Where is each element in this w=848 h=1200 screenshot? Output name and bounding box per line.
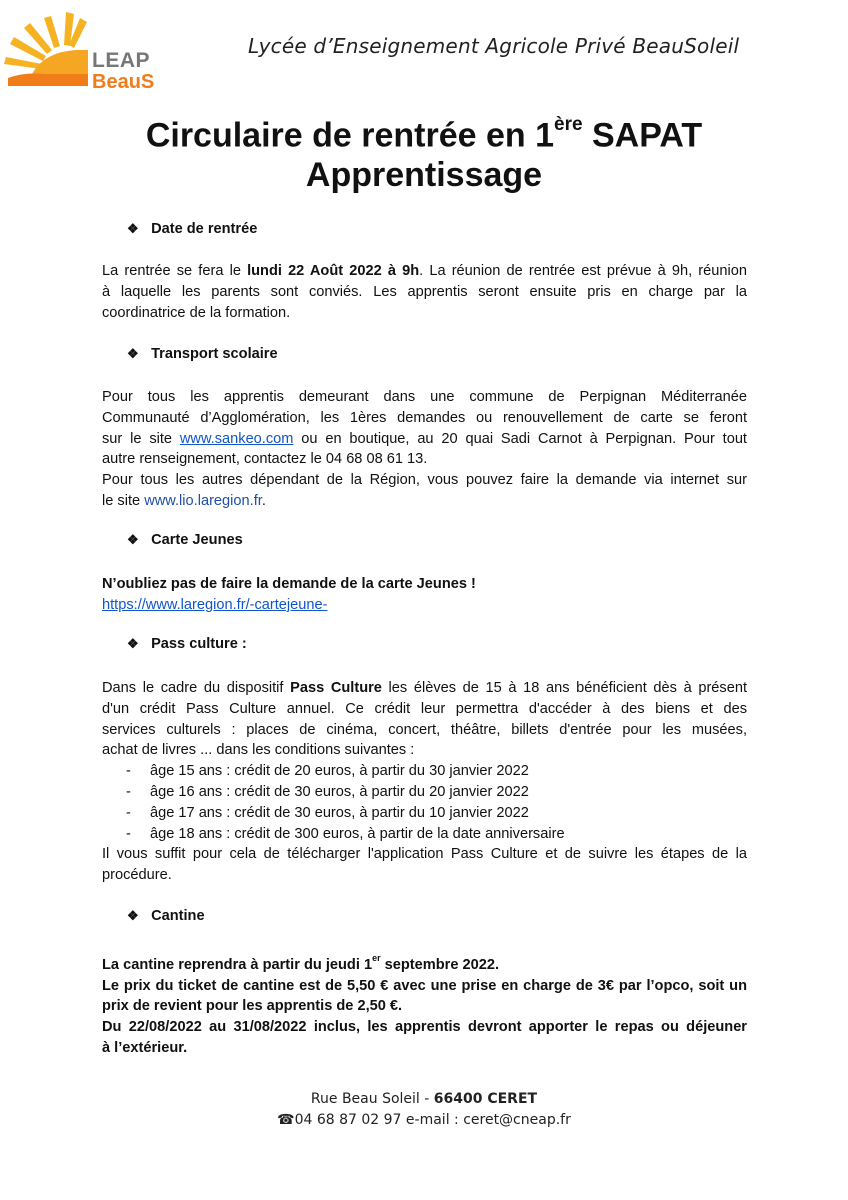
list-item: - âge 16 ans : crédit de 30 euros, à partir du 20 janvier 2022: [102, 782, 747, 803]
heading-label: Date de rentrée: [151, 221, 258, 237]
logo-text-leap: LEAP: [92, 49, 151, 72]
diamond-bullet-icon: ❖: [127, 221, 139, 236]
diamond-bullet-icon: ❖: [127, 346, 139, 361]
text-line: Communauté d’Agglomération, les 1ères demandes ou renouvellement de carte se feront: [102, 409, 747, 426]
diamond-bullet-icon: ❖: [127, 532, 139, 547]
page-title: [0, 106, 848, 158]
section-heading-carte: [127, 532, 243, 548]
heading-label: Cantine: [151, 908, 205, 924]
text-line: Dans le cadre du dispositif Pass Culture les élèves de 15 à 18 ans bénéficient dès à présent: [102, 680, 747, 696]
dash-bullet: -: [126, 825, 131, 842]
heading-label: Pass culture :: [151, 636, 247, 652]
text-line: procédure.: [102, 867, 172, 884]
footer-address: Rue Beau Soleil - 66400 CERET: [310, 1091, 538, 1107]
diamond-bullet-icon: ❖: [127, 636, 139, 651]
laregion-lio-link[interactable]: www.lio.laregion.fr: [144, 492, 262, 509]
text-line: à l’extérieur.: [102, 1040, 188, 1057]
rentree-date: lundi 22 Août 2022 à 9h: [247, 263, 420, 279]
section-heading-transport: [127, 346, 278, 362]
school-name: Lycée d’Enseignement Agricole Privé BeauSoleil: [248, 34, 740, 58]
title-text: Circulaire de rentrée en 1: [145, 116, 554, 155]
text-line: d'un crédit Pass Culture annuel. Ce crédit leur permettra d'accéder à des biens et des: [102, 700, 747, 717]
page-subtitle: Apprentissage: [305, 156, 543, 194]
footer-contact: ☎04 68 87 02 97 e-mail : ceret@cneap.fr: [277, 1112, 571, 1128]
dash-bullet: -: [126, 804, 131, 821]
text-line: à laquelle les parents sont conviés. Les apprentis seront ensuite pris en charge par la: [102, 283, 747, 300]
text-line: sur le site www.sankeo.com ou en boutique, au 20 quai Sadi Carnot à Perpignan. Pour tout: [102, 430, 747, 447]
text-line: Pour tous les apprentis demeurant dans une commune de Perpignan Méditerranée: [102, 389, 747, 405]
text-line: prix de revient pour les apprentis de 2,50 €.: [102, 998, 403, 1015]
section-heading-pass: [127, 636, 247, 652]
paragraph-rentree: [102, 261, 747, 323]
sankeo-link[interactable]: www.sankeo.com: [179, 430, 294, 447]
text-line: achat de livres ... dans les conditions suivantes :: [102, 742, 415, 759]
footer-city: 66400 CERET: [433, 1091, 538, 1107]
paragraph-pass: [102, 678, 747, 886]
list-item: - âge 15 ans : crédit de 20 euros, à partir du 30 janvier 2022: [102, 761, 747, 782]
dash-bullet: -: [126, 783, 131, 800]
title-superscript: ère: [554, 114, 583, 135]
text-line: services culturels : places de cinéma, concert, théâtre, billets d'entrée pour les musées,: [102, 721, 747, 738]
section-heading-cantine: [127, 908, 205, 924]
text-line: le site www.lio.laregion.fr.: [102, 492, 266, 509]
paragraph-transport: [102, 387, 747, 512]
diamond-bullet-icon: ❖: [127, 908, 139, 923]
dash-bullet: -: [126, 763, 131, 780]
list-item: - âge 17 ans : crédit de 30 euros, à partir du 10 janvier 2022: [102, 803, 747, 824]
text-line: La rentrée se fera le lundi 22 Août 2022 à 9h. La réunion de rentrée est prévue à 9h, réunion: [102, 263, 747, 279]
cartejeune-link[interactable]: https://www.laregion.fr/-cartejeune-: [102, 596, 328, 613]
heading-label: Transport scolaire: [151, 346, 278, 362]
text-line: N’oubliez pas de faire la demande de la carte Jeunes !: [102, 576, 476, 592]
text-line: Il vous suffit pour cela de télécharger l'application Pass Culture et de suivre les étapes de la: [102, 846, 747, 863]
text-line: Le prix du ticket de cantine est de 5,50 € avec une prise en charge de 3€ par l’opco, soit un: [102, 977, 747, 994]
school-logo: [4, 12, 164, 92]
list-item: - âge 18 ans : crédit de 300 euros, à partir de la date anniversaire: [102, 824, 747, 845]
text-line: Du 22/08/2022 au 31/08/2022 inclus, les apprentis devront apporter le repas ou déjeuner: [102, 1019, 747, 1036]
paragraph-cantine: [102, 950, 747, 1059]
logo-text-beau: BeauS: [92, 71, 155, 93]
sun-logo-icon: [4, 12, 94, 92]
text-line: [102, 595, 747, 616]
phone-icon: ☎: [277, 1112, 295, 1128]
pass-culture-bold: Pass Culture: [290, 680, 382, 696]
paragraph-carte: [102, 574, 747, 616]
section-heading-rentree: [127, 221, 257, 237]
text-line: coordinatrice de la formation.: [102, 304, 291, 321]
title-text-end: SAPAT: [582, 116, 703, 155]
text-line: La cantine reprendra à partir du jeudi 1er septembre 2022.: [102, 953, 500, 973]
heading-label: Carte Jeunes: [151, 532, 243, 548]
text-line: autre renseignement, contactez le 04 68 08 61 13.: [102, 451, 428, 468]
text-line: Pour tous les autres dépendant de la Région, vous pouvez faire la demande via internet sur: [102, 472, 747, 489]
